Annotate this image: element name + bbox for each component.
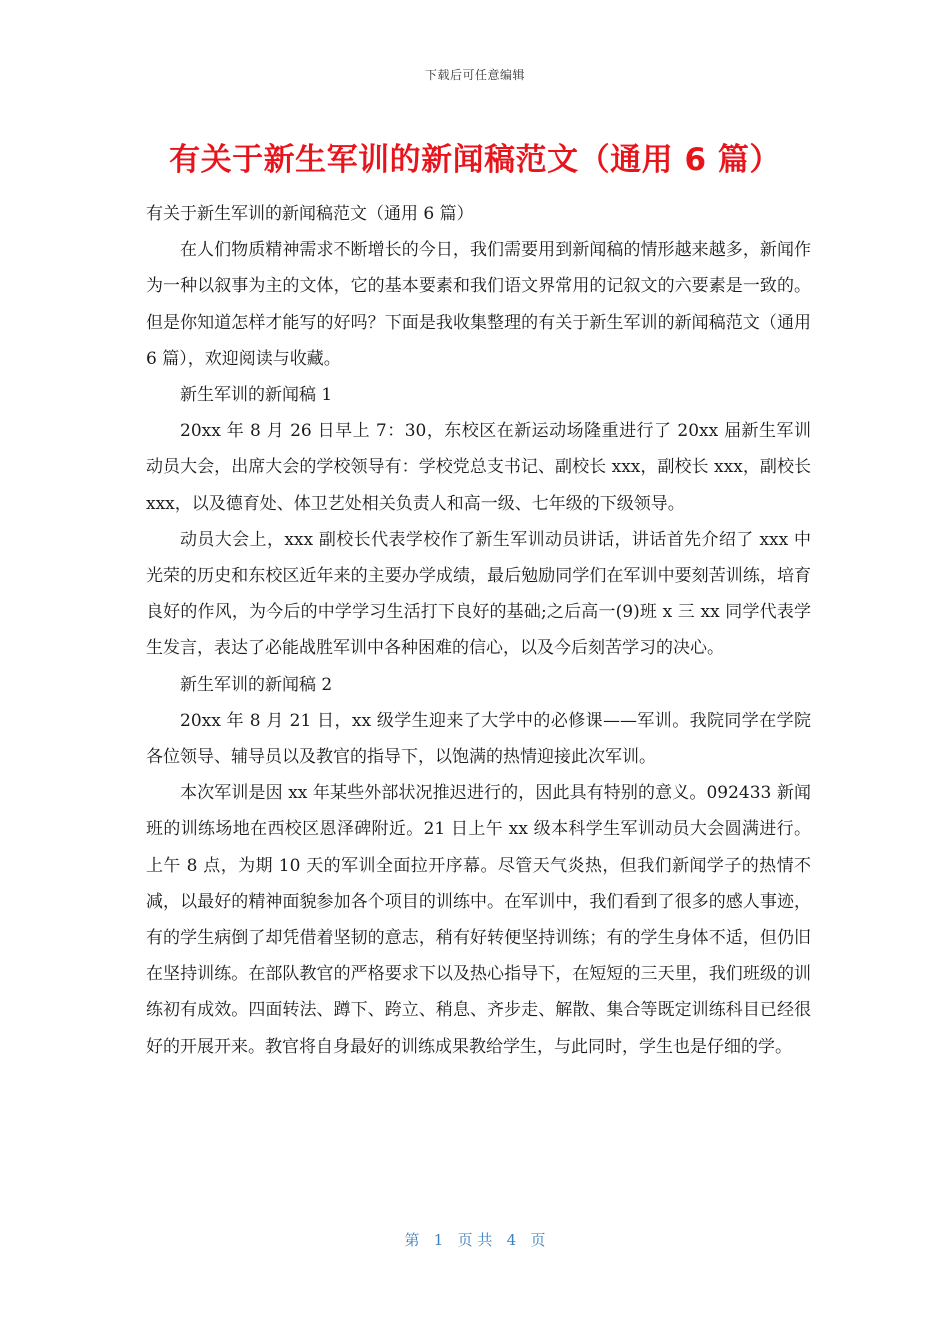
- body-paragraph: 动员大会上，xxx 副校长代表学校作了新生军训动员讲话，讲话首先介绍了 xxx 中光荣的历史和东校区近年来的主要办学成绩，最后勉励同学们在军训中要刻苦训练，培育良好的作风，为今后的中学学习生活打下良好的基础;之后高一(9)班 x 三 xx 同学代表学生发言，表达了必能战胜军训中各种困难的信心，以及今后刻苦学习的决心。: [146, 529, 811, 659]
- body-paragraph: 20xx 年 8 月 26 日早上 7：30，东校区在新运动场隆重进行了 20xx 届新生军训动员大会，出席大会的学校领导有：学校党总支书记、副校长 xxx，副校长 xxx，副校长 xxx，以及德育处、体卫艺处相关负责人和高一级、七年级的下级领导。: [146, 421, 811, 514]
- section-heading: 新生军训的新闻稿 1: [180, 385, 333, 406]
- header-note: 下载后可任意编辑: [424, 68, 525, 82]
- document-body: [146, 196, 811, 1065]
- body-paragraph: 20xx 年 8 月 21 日，xx 级学生迎来了大学中的必修课——军训。我院同学在学院各位领导、辅导员以及教官的指导下，以饱满的热情迎接此次军训。: [146, 710, 811, 768]
- page-footer: 第 1 页 共 4 页: [404, 1231, 546, 1249]
- document-title: 有关于新生军训的新闻稿范文（通用 6 篇）: [169, 142, 781, 178]
- section-heading: 新生军训的新闻稿 2: [180, 674, 333, 695]
- body-paragraph: 有关于新生军训的新闻稿范文（通用 6 篇）: [146, 204, 474, 224]
- body-paragraph: 在人们物质精神需求不断增长的今日，我们需要用到新闻稿的情形越来越多，新闻作为一种以叙事为主的文体，它的基本要素和我们语文界常用的记叙文的六要素是一致的。但是你知道怎样才能写的好吗？下面是我收集整理的有关于新生军训的新闻稿范文（通用 6 篇），欢迎阅读与收藏。: [146, 240, 811, 369]
- body-paragraph: 本次军训是因 xx 年某些外部状况推迟进行的，因此具有特别的意义。092433 新闻班的训练场地在西校区恩泽碑附近。21 日上午 xx 级本科学生军训动员大会圆满进行。上午 8 点，为期 10 天的军训全面拉开序幕。尽管天气炎热，但我们新闻学子的热情不减，以最好的精神面貌参加各个项目的训练中。在军训中，我们看到了很多的感人事迹，有的学生病倒了却凭借着坚韧的意志，稍有好转便坚持训练；有的学生身体不适，但仍旧在坚持训练。在部队教官的严格要求下以及热心指导下，在短短的三天里，我们班级的训练初有成效。四面转法、蹲下、跨立、稍息、齐步走、解散、集合等既定训练科目已经很好的开展开来。教官将自身最好的训练成果教给学生，与此同时，学生也是仔细的学。: [146, 783, 811, 1057]
